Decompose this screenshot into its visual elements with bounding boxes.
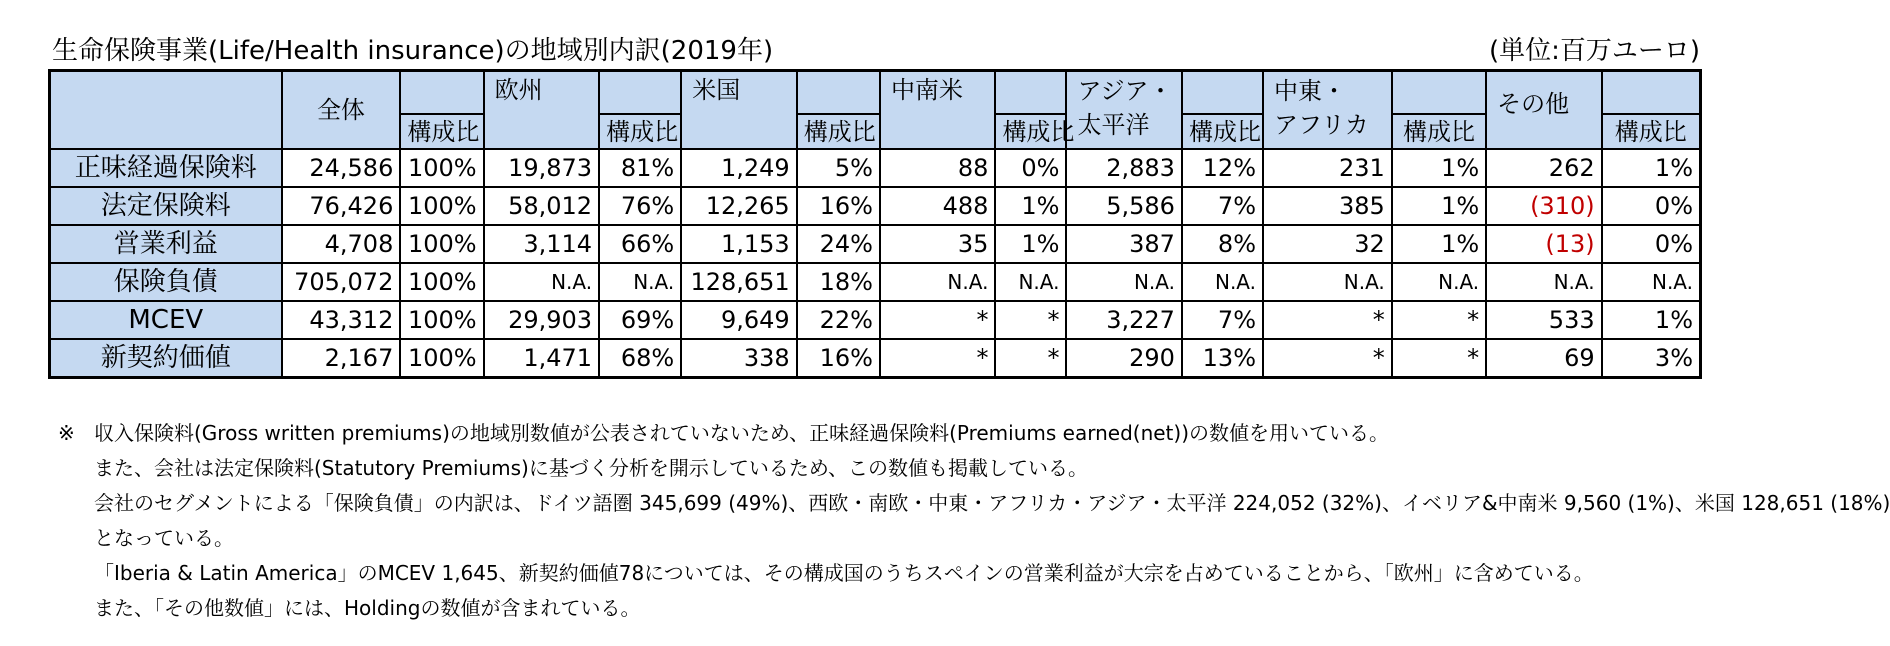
header-ratio: 構成比 — [1182, 114, 1263, 149]
ratio-cell: 69% — [599, 301, 681, 339]
value-cell: 338 — [681, 339, 796, 377]
ratio-cell: 24% — [797, 225, 880, 263]
value-cell: 5,586 — [1066, 187, 1181, 225]
table-row — [50, 187, 1701, 225]
ratio-cell: 100% — [400, 225, 483, 263]
ratio-cell: 1% — [1392, 149, 1486, 187]
footnotes — [58, 416, 1890, 626]
table-row — [50, 301, 1701, 339]
ratio-cell: 76% — [599, 187, 681, 225]
footnote-line: となっている。 — [94, 526, 234, 550]
value-cell: 1,153 — [681, 225, 796, 263]
ratio-cell: 1% — [1392, 187, 1486, 225]
ratio-cell: 0% — [1602, 225, 1701, 263]
value-cell: 387 — [1066, 225, 1181, 263]
header-mea-line2: アフリカ — [1274, 111, 1369, 139]
header-total: 全体 — [282, 71, 401, 150]
value-cell: 1,249 — [681, 149, 796, 187]
header-mea-line1: 中東・ — [1274, 77, 1346, 105]
row-label: 正味経過保険料 — [50, 149, 282, 187]
ratio-cell: 1% — [1392, 225, 1486, 263]
row-label: MCEV — [50, 301, 282, 339]
footnote-mark: ※ — [58, 421, 75, 445]
footnote-line: 会社のセグメントによる「保険負債」の内訳は、ドイツ語圏 345,699 (49%)、西欧・南欧・中東・アフリカ・アジア・太平洋 224,052 (32%)、イベリア&中南米 9,560 (1%)、米国 128,651 (18%) — [94, 491, 1890, 515]
value-cell: 128,651 — [681, 263, 796, 301]
ratio-cell: 1% — [1602, 301, 1701, 339]
value-cell: (310) — [1486, 187, 1601, 225]
header-asia-pacific-line2: 太平洋 — [1077, 111, 1150, 139]
value-cell: 76,426 — [282, 187, 401, 225]
ratio-cell: * — [1392, 339, 1486, 377]
ratio-cell: 100% — [400, 263, 483, 301]
header-ratio: 構成比 — [995, 114, 1066, 149]
value-cell: 32 — [1263, 225, 1392, 263]
table-row — [50, 339, 1701, 377]
header-asia-pacific — [1066, 71, 1181, 150]
value-cell: 29,903 — [484, 301, 599, 339]
value-cell: 4,708 — [282, 225, 401, 263]
ratio-cell: 1% — [995, 187, 1066, 225]
value-cell: N.A. — [1486, 263, 1601, 301]
ratio-cell: 100% — [400, 187, 483, 225]
ratio-cell: 100% — [400, 301, 483, 339]
header-usa: 米国 — [681, 71, 796, 150]
ratio-cell: * — [1392, 301, 1486, 339]
value-cell: N.A. — [1066, 263, 1181, 301]
ratio-cell: N.A. — [995, 263, 1066, 301]
table-title: 生命保険事業(Life/Health insurance)の地域別内訳(2019年) — [52, 36, 774, 66]
ratio-cell: N.A. — [1392, 263, 1486, 301]
table-row — [50, 263, 1701, 301]
header-corner — [50, 71, 282, 150]
value-cell: 19,873 — [484, 149, 599, 187]
header-asia-pacific-line1: アジア・ — [1077, 77, 1173, 105]
value-cell: * — [880, 301, 995, 339]
value-cell: 3,114 — [484, 225, 599, 263]
ratio-cell: 68% — [599, 339, 681, 377]
value-cell: 290 — [1066, 339, 1181, 377]
value-cell: 58,012 — [484, 187, 599, 225]
ratio-cell: 81% — [599, 149, 681, 187]
footnote-line: また、「その他数値」には、Holdingの数値が含まれている。 — [94, 596, 641, 620]
value-cell: 231 — [1263, 149, 1392, 187]
row-label: 法定保険料 — [50, 187, 282, 225]
header-ratio: 構成比 — [599, 114, 681, 149]
ratio-cell: * — [995, 301, 1066, 339]
value-cell: 705,072 — [282, 263, 401, 301]
value-cell: 488 — [880, 187, 995, 225]
value-cell: 43,312 — [282, 301, 401, 339]
value-cell: 9,649 — [681, 301, 796, 339]
footnote-line: 「Iberia & Latin America」のMCEV 1,645、新契約価値78については、その構成国のうちスペインの営業利益が大宗を占めていることから、「欧州」に含めている。 — [94, 561, 1594, 585]
header-europe: 欧州 — [484, 71, 599, 150]
row-label: 保険負債 — [50, 263, 282, 301]
ratio-cell: 7% — [1182, 187, 1263, 225]
ratio-cell: 0% — [1602, 187, 1701, 225]
ratio-cell: 100% — [400, 339, 483, 377]
ratio-cell: 16% — [797, 339, 880, 377]
unit-label: (単位:百万ユーロ) — [1488, 36, 1700, 66]
header-other: その他 — [1486, 71, 1601, 150]
value-cell: 88 — [880, 149, 995, 187]
header-ratio: 構成比 — [1392, 114, 1486, 149]
value-cell: 2,883 — [1066, 149, 1181, 187]
ratio-cell: 22% — [797, 301, 880, 339]
value-cell: * — [1263, 301, 1392, 339]
ratio-cell: N.A. — [1182, 263, 1263, 301]
ratio-cell: 12% — [1182, 149, 1263, 187]
ratio-cell: 66% — [599, 225, 681, 263]
value-cell: N.A. — [1263, 263, 1392, 301]
value-cell: (13) — [1486, 225, 1601, 263]
header-ratio: 構成比 — [797, 114, 880, 149]
ratio-cell: N.A. — [599, 263, 681, 301]
ratio-cell: 7% — [1182, 301, 1263, 339]
value-cell: 35 — [880, 225, 995, 263]
ratio-cell: 5% — [797, 149, 880, 187]
regional-breakdown-table — [48, 69, 1702, 379]
ratio-cell: * — [995, 339, 1066, 377]
header-latin-america: 中南米 — [880, 71, 995, 150]
value-cell: 12,265 — [681, 187, 796, 225]
value-cell: * — [880, 339, 995, 377]
value-cell: 69 — [1486, 339, 1601, 377]
value-cell: 24,586 — [282, 149, 401, 187]
value-cell: 1,471 — [484, 339, 599, 377]
value-cell: 385 — [1263, 187, 1392, 225]
ratio-cell: 1% — [995, 225, 1066, 263]
table-row — [50, 149, 1701, 187]
value-cell: N.A. — [880, 263, 995, 301]
ratio-cell: 100% — [400, 149, 483, 187]
header-ratio: 構成比 — [400, 114, 483, 149]
ratio-cell: 16% — [797, 187, 880, 225]
ratio-cell: 1% — [1602, 149, 1701, 187]
header-ratio: 構成比 — [1602, 114, 1701, 149]
value-cell: 533 — [1486, 301, 1601, 339]
value-cell: * — [1263, 339, 1392, 377]
table-row — [50, 225, 1701, 263]
ratio-cell: 18% — [797, 263, 880, 301]
header-middle-east-africa — [1263, 71, 1392, 150]
ratio-cell: 3% — [1602, 339, 1701, 377]
value-cell: 2,167 — [282, 339, 401, 377]
ratio-cell: 8% — [1182, 225, 1263, 263]
row-label: 新契約価値 — [50, 339, 282, 377]
ratio-cell: 0% — [995, 149, 1066, 187]
ratio-cell: N.A. — [1602, 263, 1701, 301]
value-cell: 262 — [1486, 149, 1601, 187]
footnote-line: ※ 収入保険料(Gross written premiums)の地域別数値が公表されていないため、正味経過保険料(Premiums earned(net))の数値を用いている。 — [58, 416, 1890, 451]
ratio-cell: 13% — [1182, 339, 1263, 377]
footnote-line: また、会社は法定保険料(Statutory Premiums)に基づく分析を開示しているため、この数値も掲載している。 — [94, 456, 1089, 480]
value-cell: N.A. — [484, 263, 599, 301]
value-cell: 3,227 — [1066, 301, 1181, 339]
row-label: 営業利益 — [50, 225, 282, 263]
